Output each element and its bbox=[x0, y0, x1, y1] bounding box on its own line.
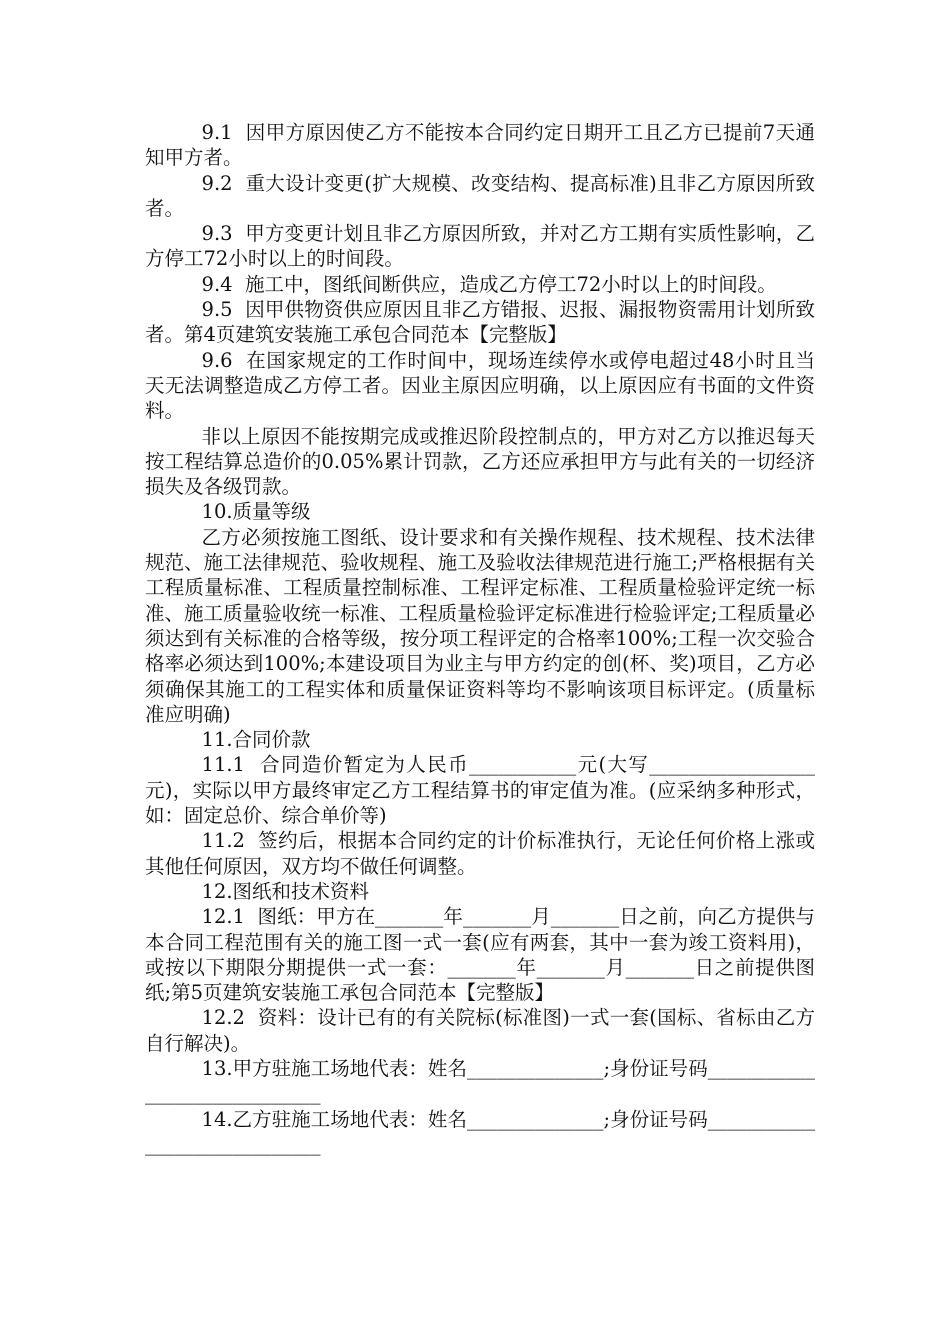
clause-13: 13.甲方驻施工场地代表：姓名______________;身份证号码_____________________________ bbox=[145, 1056, 815, 1106]
penalty-paragraph: 非以上原因不能按期完成或推迟阶段控制点的，甲方对乙方以推迟每天按工程结算总造价的0.05%累计罚款，乙方还应承担甲方与此有关的一切经济损失及各级罚款。 bbox=[145, 424, 815, 499]
clause-9-4: 9.4 施工中，图纸间断供应，造成乙方停工72小时以上的时间段。 bbox=[201, 272, 777, 296]
clause-14: 14.乙方驻施工场地代表：姓名______________;身份证号码_____________________________ bbox=[145, 1107, 815, 1156]
clause-9-5: 9.5 因甲供物资供应原因且非乙方错报、迟报、漏报物资需用计划所致者。第4页建筑安装施工承包合同范本【完整版】 bbox=[145, 298, 815, 347]
clause-9-6: 9.6 在国家规定的工作时间中，现场连续停水或停电超过48小时且当天无法调整造成乙方停工者。因业主原因应明确，以上原因应有书面的文件资料。 bbox=[145, 348, 815, 423]
section-heading-11: 11.合同价款 bbox=[201, 728, 311, 752]
section-heading-10: 10.质量等级 bbox=[201, 500, 311, 524]
section-heading-12: 12.图纸和技术资料 bbox=[201, 879, 370, 903]
clause-9-1: 9.1 因甲方原因使乙方不能按本合同约定日期开工且乙方已提前7天通知甲方者。 bbox=[145, 121, 815, 170]
clause-11-1: 11.1 合同造价暂定为人民币___________元(大写_________________元)，实际以甲方最终审定乙方工程结算书的审定值为准。(应采纳多种形式，如：固定总价、综合单价等) bbox=[145, 753, 815, 828]
clause-12-2: 12.2 资料：设计已有的有关院标(标准图)一式一套(国标、省标由乙方自行解决)。 bbox=[145, 1006, 815, 1055]
clause-9-2: 9.2 重大设计变更(扩大规模、改变结构、提高标准)且非乙方原因所致者。 bbox=[145, 171, 815, 220]
clause-9-3: 9.3 甲方变更计划且非乙方原因所致，并对乙方工期有实质性影响，乙方停工72小时以上的时间段。 bbox=[145, 222, 815, 271]
clause-11-2: 11.2 签约后，根据本合同约定的计价标准执行，无论任何价格上涨或其他任何原因，双方均不做任何调整。 bbox=[145, 829, 815, 878]
document-body bbox=[145, 120, 815, 1157]
clause-12-1: 12.1 图纸：甲方在_______年_______月_______日之前，向乙方提供与本合同工程范围有关的施工图一式一套(应有两套，其中一套为竣工资料用)，或按以下期限分期提供一式一套：_______年_______月_______日之前提供图纸;第5页建筑安装施工承包合同范本【完整版】 bbox=[145, 905, 815, 1005]
quality-paragraph: 乙方必须按施工图纸、设计要求和有关操作规程、技术规程、技术法律规范、施工法律规范、验收规程、施工及验收法律规范进行施工;严格根据有关工程质量标准、工程质量控制标准、工程评定标准、工程质量检验评定统一标准、施工质量验收统一标准、工程质量检验评定标准进行检验评定;工程质量必须达到有关标准的合格等级，按分项工程评定的合格率100%;工程一次交验合格率必须达到100%;本建设项目为业主与甲方约定的创(杯、奖)项目，乙方必须确保其施工的工程实体和质量保证资料等均不影响该项目标评定。(质量标准应明确) bbox=[145, 525, 815, 726]
